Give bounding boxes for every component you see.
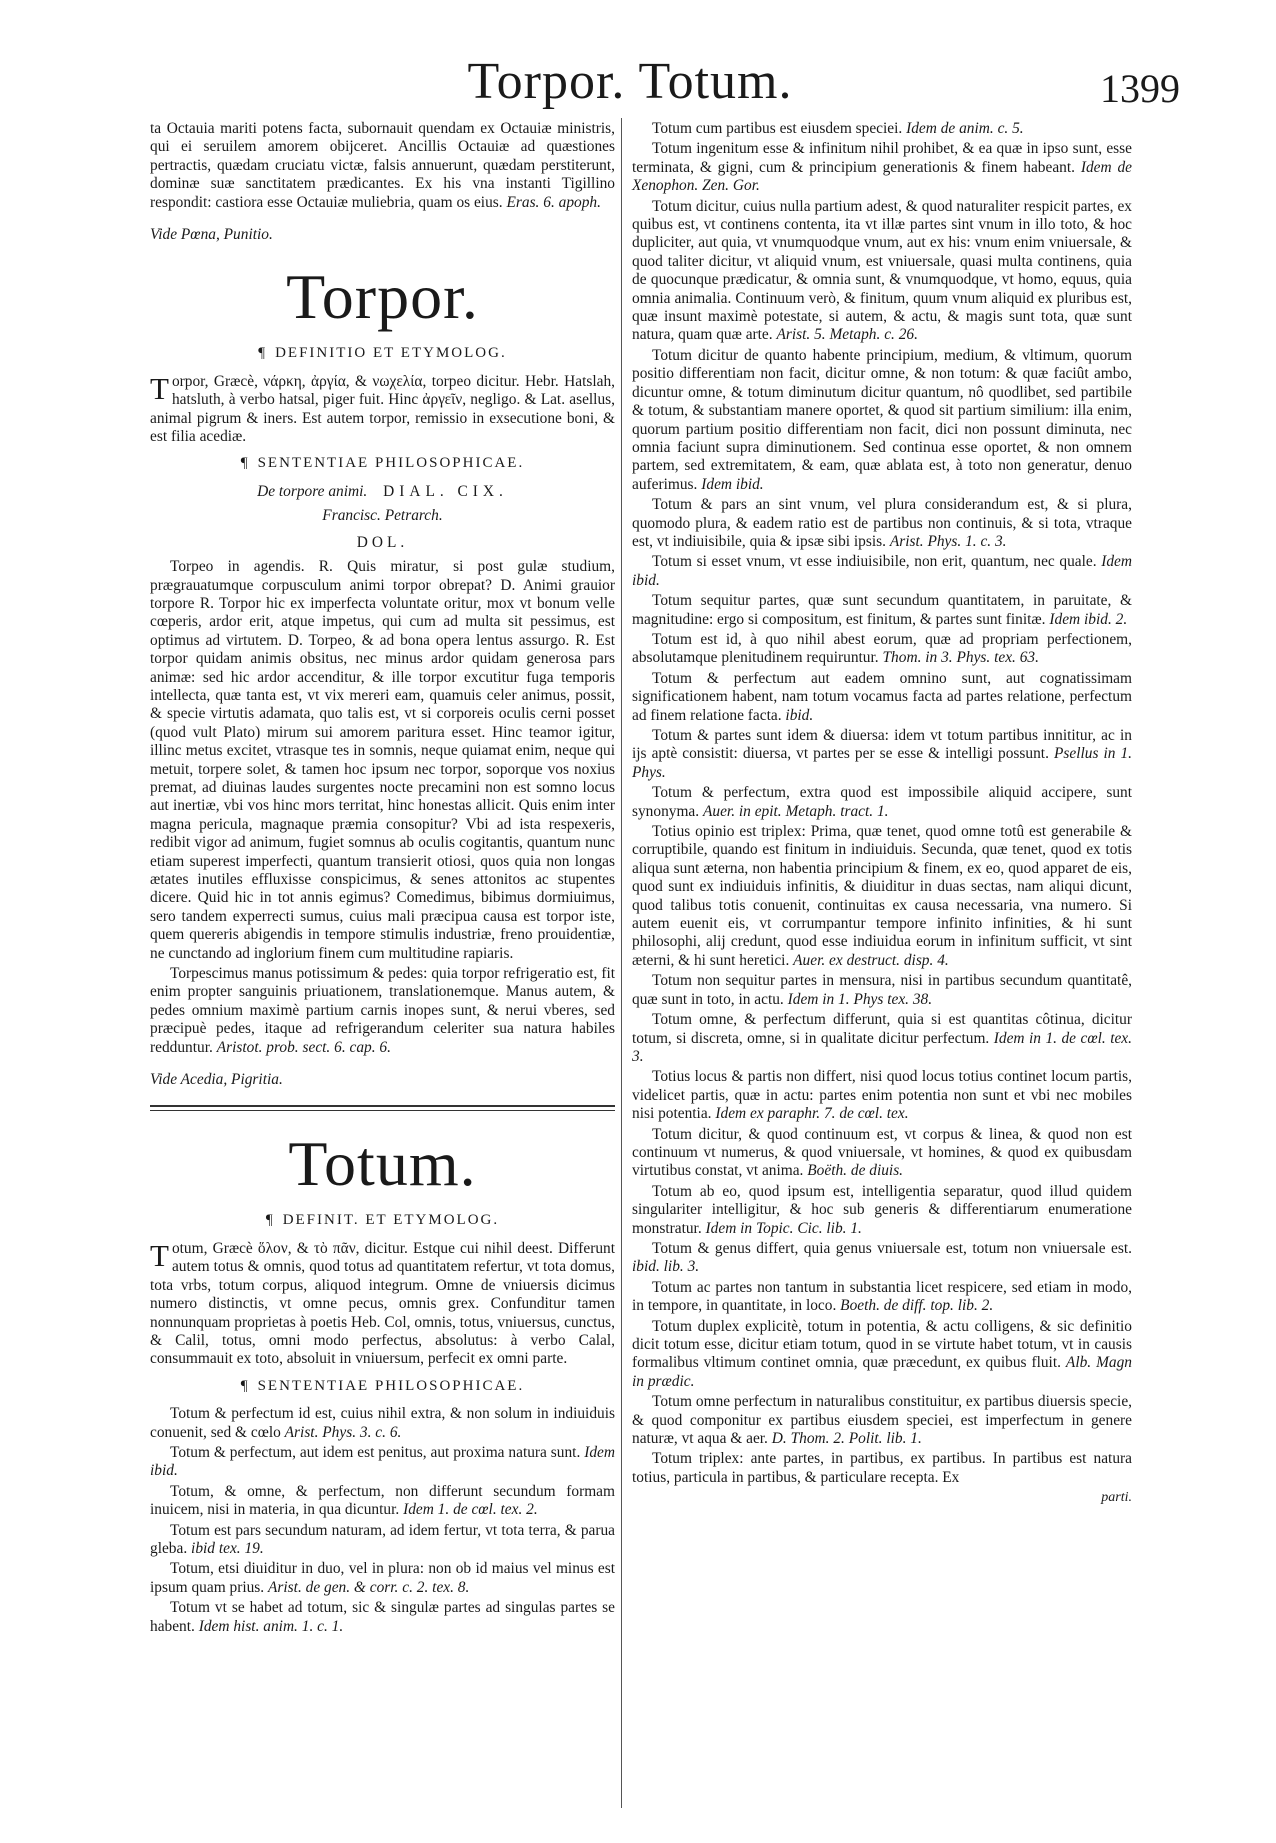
sententia-citation: Idem ibid. [701,475,764,493]
dialogue-heading [150,483,615,501]
sententia-citation: Auer. in epit. Metaph. tract. 1. [702,802,889,820]
sententia-citation: Arist. 5. Metaph. c. 26. [776,326,918,344]
running-head: Torpor. Totum. [467,53,793,110]
sententia-paragraph [632,1068,1132,1123]
pilcrow-icon: ¶ [258,345,268,362]
sententia-text: Totum dicitur, & quod continuum est, vt corpus & linea, & quod non est continuum vt numerus, & quod vniuersale, vt homines, & quod ex quibusdam virtutibus constat, vt anima. [632,1125,1132,1180]
sententia-paragraph [632,670,1132,725]
sententia-text: Totum, etsi diuiditur in duo, vel in plura: non ob id maius vel minus est ipsum quam prius. [150,1560,615,1596]
definition-heading-text: DEFINIT. ET ETYMOLOG. [282,1212,500,1229]
pilcrow-icon: ¶ [265,1212,275,1229]
sententia-text: Totum omne perfectum in naturalibus constituitur, ex partibus diuersis specie, & quod componitur ex partibus eiusdem speciei, est imperfectum in genere naturæ, vt aqua & aer. [632,1393,1132,1448]
torpor-citation: Aristot. prob. sect. 6. cap. 6. [216,1038,391,1056]
sententia-citation: Idem ibid. [150,1443,615,1480]
sententia-text: Totum ingenitum esse & infinitum nihil prohibet, & ea quæ in ipso sunt, esse terminata, & gigni, cum & principium generationis & finem habeant. [632,140,1132,176]
sententia-paragraph [632,120,1132,138]
sententia-paragraph [632,823,1132,970]
pilcrow-icon: ¶ [240,1377,250,1394]
sententia-paragraph [150,1405,615,1442]
sententia-text: Totum sequitur partes, quæ sunt secundum quantitatem, in paruitate, & magnitudine: ergo si compositum, est finitum, & partes sunt finitæ. [632,592,1132,628]
sententia-citation: Auer. ex destruct. disp. 4. [793,951,949,969]
sententia-citation: Idem ex paraphr. 7. de cœl. tex. [715,1105,909,1123]
sententia-text: Totum si esset vnum, vt esse indiuisibile, non erit, quantum, nec quale. [652,553,1097,571]
intro-citation: Eras. 6. apoph. [506,193,601,211]
dialogue-paragraph: Torpeo in agendis. R. Quis miratur, si post gulæ studium, prægrauatumque corpusculum animi torpor obrepat? D. Animi grauior torpore R. Torpor hic ex imperfecta voluntate oritur, mox vt bonum velle cœperis, ardor erit, atque impetus, qui cum ad multa sit pessimus, est optimus ad virtutem. D. Torpeo, & ad bona opera lentus assurgo. R. Est torpor quidam animis obsitus, nec minus ardor quidam generosa pars animæ: sed hic ardor accenditur, & ille torpor excutitur fuga temporis intellecta, quæ tanta est, vt vix mereri eam, quamuis celer animus, possit, & specie virtutis adamata, quo talis est, vt si corporeis oculis cerni posset (quod vult Plato) mirum sui amorem paritura esset. Hinc teamor igitur, illinc metus excitet, vtrasque tes in somnis, neque quiamat enim, neque qui metuit, torpere solet, & tamen hoc ipsum nec torpor, soporque vos noxius premat, ad diuinas laudes surgentes nocte precamini non est somno locus aut inertiæ, vbi vos hinc mors territat, hinc honestas allicit. Quis enim inter magna pericula, magnaque præmia consopitur? Vbi ad ista respexeris, redibit vigor ad animum, fugiet somnus ab oculis cogitantis, quantum nunc etiam superest imperfecti, quantum transierit otiosi, quos quia non longas ætates inutiles effluxisse conspicimus, & senes attonitos ac stupentes dicere. Quid hic in tot annis egimus? Comedimus, bibimus dormiuimus, sero tandem experrecti sumus, cuius mali præcipua causa est torpor iste, quem quereris abigendis in tempore stimulis industriæ, freno prouidentiæ, ne cunctando ad inglorium finem cum multitudine rapiaris. [150,558,615,962]
sententia-paragraph [632,140,1132,195]
sententia-text: Totum est id, à quo nihil abest eorum, quæ ad propriam perfectionem, absolutamque plenitudinem requiruntur. [632,630,1132,667]
sententiae-heading [150,454,615,472]
dialogue-speaker: DOL. [356,533,409,551]
sententia-paragraph [632,1318,1132,1392]
sententia-citation: Arist. de gen. & corr. c. 2. tex. 8. [268,1578,470,1596]
sententia-text: Totum cum partibus est eiusdem speciei. [652,120,903,137]
sententia-citation: Boëth. de diuis. [807,1162,904,1180]
sententia-citation: Idem in 1. de cœl. tex. 3. [632,1029,1132,1065]
dialogue-number: DIAL. CIX. [383,482,508,500]
sententia-text: Totum, & omne, & perfectum, non differunt secundum formam inuicem, nisi in materia, in qua dicuntur. [150,1482,615,1519]
sententia-paragraph [632,1240,1132,1277]
torpor-paragraph-text: Torpescimus manus potissimum & pedes: quia torpor refrigeratio est, fit enim propter sanguinis priuationem, translationemque. Manus autem, & pedes omnium maximè partium carnis inopes sunt, & nerui vberes, sed præcipuè pedes, itaque ad refrigerandum celeriter sua natura habiles redduntur. [150,965,615,1056]
sententia-paragraph [632,1011,1132,1066]
sententia-citation: Boeth. de diff. top. lib. 2. [840,1297,994,1315]
sententia-text: Totius opinio est triplex: Prima, quæ tenet, quod omne totû est generabile & corruptibile, quando est finitum in indiuiduis. Secunda, quæ tenet, quod ex totis aliqua sunt æterna, non habentia principium & finem, ex eo, quod apparet de eis, quod sunt ex indiuiduis infinitis, & diuiditur in duas sectas, nam aliqui dicunt, quod talibus totis conuenit, continuitas ex causa necessaria, vna numero. Si autem euenit eis, vt corrumpantur tempore infinito infinities, & hi sunt philosophi, alij credunt, quod esse indiuidua eorum in infinitum sufficit, vt sint æterni, & hi sunt heretici. [632,823,1132,969]
sententia-citation: Idem in 1. Phys tex. 38. [787,990,933,1008]
intro-paragraph [150,120,615,212]
sententia-text: Totum ac partes non tantum in substantia licet respicere, sed etiam in modo, in tempore, in quantitate, in loco. [632,1278,1132,1315]
dialogue-author: Francisc. Petrarch. [322,507,443,525]
sententia-citation: ibid. lib. 3. [632,1258,700,1276]
sententia-citation: ibid. [785,706,814,724]
sententia-paragraph [150,1599,615,1636]
dialogue-title: De torpore animi. [257,482,368,500]
sententia-citation: Alb. Magn in prædic. [632,1354,1132,1390]
sententia-text: Totum non sequitur partes in mensura, nisi in partibus secundum quantitatê, quæ sunt in toto, in actu. [632,972,1132,1008]
definition-paragraph: Totum, Græcè ὅλον, & τὸ πᾶν, dicitur. Estque cui nihil deest. Differunt autem totus & omnis, quod totus ad quantitatem refertur, vt tota domus, tota vrbs, totum corpus, aliquod integrum. Omne de vniuersis dicimus numero distinctis, vt omne pecus, omnis grex. Confunditur tamen nonnunquam proprietas à poetis Heb. Col, omnis, totus, vniuersus, cunctus, & Calil, totus, omni modo perfectus, absolutus: à verbo Calal, consummauit ex toto, absoluit in vniuersum, perfecit ex omni parte. [150,1237,615,1368]
sententia-paragraph [632,1393,1132,1448]
sententia-paragraph [632,592,1132,629]
cross-reference: Vide Pœna, Punitio. [150,226,273,244]
sententia-paragraph [150,1483,615,1520]
sententia-citation: Idem 1. de cœl. tex. 2. [403,1501,538,1519]
sententia-citation: Thom. in 3. Phys. tex. 63. [882,649,1039,667]
sententia-citation: Idem ibid. 2. [1049,610,1128,628]
sententia-paragraph [632,727,1132,782]
sententia-paragraph [632,347,1132,494]
sententia-paragraph [150,1444,615,1481]
sententia-text: Totum dicitur de quanto habente principium, medium, & vltimum, quorum positio differentiam non facit, dicitur omne, & non totum: & quæ faciût ambo, dicuntur omne, & totum diminutum dicitur quantum, nô quodlibet, sed partibile & totum, & substantiam manere oportet, & quod sit partium similium: illa enim, quorum partium positio differentiam non facit, dici non possunt diminuta, nec omnia faciunt supra diminutionem. Sed continua esse oportet, & non omnem partem, sed extremitatem, & eam, quæ ablata est, à toto non generatur, denuo auferimus. [632,346,1132,493]
sententia-paragraph [632,1450,1132,1487]
sententia-text: Totum & perfectum id est, cuius nihil extra, & non solum in indiuiduis conuenit, sed & cœlo [150,1405,615,1441]
sententia-citation: Idem in Topic. Cic. lib. 1. [705,1219,862,1237]
section-rule [150,1105,615,1107]
sententia-paragraph [632,198,1132,345]
definition-heading [150,344,615,362]
sententia-paragraph [150,1522,615,1559]
definition-heading-text: DEFINITIO ET ETYMOLOG. [275,345,507,362]
sententia-text: Totum & perfectum aut eadem omnino sunt, aut cognatissimam significationem habent, nam totum vocamus facta ad partes relatione, perfectum ad finem relatione facta. [632,669,1132,724]
sententia-citation: Idem hist. anim. 1. c. 1. [198,1617,344,1635]
sententia-text: Totum vt se habet ad totum, sic & singulæ partes ad singulas partes se habent. [150,1599,615,1635]
sententia-citation: Idem de Xenophon. Zen. Gor. [632,158,1133,195]
definition-heading [150,1211,615,1229]
sententia-text: Totum & genus differt, quia genus vniuersale est, totum non vniuersale est. [652,1239,1132,1257]
sententia-paragraph [632,1183,1132,1238]
sententia-paragraph [632,972,1132,1009]
catchword: parti. [1101,1490,1132,1506]
intro-text: ta Octauia mariti potens facta, subornauit quendam ex Octauiæ ministris, qui ei seruilem amorem obijceret. Ancillis Octauiæ ad quæstiones pertractis, quædam cruciatu victæ, falsis annuerunt, quædam perstiterunt, dominæ suæ sanctitatem prædicantes. Ex his vna instanti Tigillino respondit: castiora esse Octauiæ muliebria, quam os eius. [150,120,615,211]
entry-title-torpor: Torpor. [286,261,479,333]
sententia-text: Totum dicitur, cuius nulla partium adest, & quod naturaliter respicit partes, ex quibus est, vt continens contenta, ita vt illæ partes sint vnum in illo toto, & hoc dupliciter, aut quia, vt vnumquodque vnum, aut ex his: vnum enim vniuersale, & quod taliter dicitur, vt aliquid vnum, est vniuersale, quasi multa continens, quia de quocunque prædicatur, & omnia sunt, & vnumquodque, vt homo, equus, quia omnia animalia. Continuum verò, & finitum, quum vnum aliquid ex pluribus est, quæ insunt maximè potestate, si autem, & actu, & magis sunt tota, quæ sunt natura, quam quæ arte. [632,197,1132,344]
sententia-text: Totum & partes sunt idem & diuersa: idem vt totum partibus innititur, ac in ijs aptè consistit: diuersa, vt partes per se esse & intelligi possunt. [632,727,1132,763]
sententia-text: Totum est pars secundum naturam, ad idem fertur, vt tota terra, & parua gleba. [150,1521,615,1557]
definition-paragraph: Torpor, Græcè, νάρκη, ἀργία, & νωχελία, torpeo dicitur. Hebr. Hatslah, hatsluth, à verbo hatsal, piger fuit. Hinc ἀργεῖν, negligo. & Lat. asellus, animal pigrum & iners. Est autem torpor, remissio in exsecutione boni, & est filia acediæ. [150,370,615,446]
section-rule [150,1110,615,1111]
sententia-citation: Arist. Phys. 1. c. 3. [889,532,1007,550]
sententia-text: Totum ab eo, quod ipsum est, intelligentia separatur, quod illud quidem singulariter intelligitur, & hoc sub generis & differentiarum enumeratione monstratur. [632,1182,1132,1237]
cross-reference: Vide Acedia, Pigritia. [150,1071,283,1089]
sententia-text: Totum & pars an sint vnum, vel plura considerandum est, & si plura, quomodo plura, & eadem ratio est de partibus non continuis, & si tota, vtraque est, vt indiuisibile, quia & ipsæ sibi ipsis. [632,496,1132,550]
sententia-paragraph [632,496,1132,551]
sententia-paragraph [632,1279,1132,1316]
sententia-paragraph [632,784,1132,821]
sententia-text: Totum & perfectum, aut idem est penitus, aut proxima natura sunt. [170,1443,581,1461]
sententiae-heading-text: SENTENTIAE PHILOSOPHICAE. [257,455,525,472]
sententia-text: Totum omne, & perfectum differunt, quia si est quantitas côtinua, dicitur totum, si discreta, omne, si in qualitate dicitur perfectum. [632,1011,1132,1047]
sententiae-heading-text: SENTENTIAE PHILOSOPHICAE. [257,1377,525,1394]
sententia-citation: ibid tex. 19. [191,1539,264,1557]
sententia-paragraph [632,1126,1132,1181]
pilcrow-icon: ¶ [240,455,250,472]
sententia-text: Totum & perfectum, extra quod est impossibile aliquid accipere, sunt synonyma. [632,784,1132,820]
sententia-citation: Idem de anim. c. 5. [906,120,1024,137]
column-divider [621,118,622,1808]
sententia-citation: D. Thom. 2. Polit. lib. 1. [771,1430,922,1448]
right-column [632,120,1132,1508]
sententia-text: Totum triplex: ante partes, in partibus, ex partibus. In partibus est natura totius, particula in partibus, & particulare recepta. Ex [632,1450,1132,1486]
sententia-paragraph [632,553,1132,590]
sententiae-heading [150,1377,615,1395]
sententia-citation: Idem ibid. [632,553,1132,589]
entry-title-totum: Totum. [288,1128,477,1200]
sententia-paragraph [632,631,1132,668]
sententia-text: Totum duplex explicitè, totum in potentia, & actu colligens, & sic definitio dicit totum esse, dicitur etiam totum, quod in se virtute habet totum, vt in causis formalibus vltimum continet omnia, quæ præcedunt, ex quibus fluit. [632,1317,1132,1372]
sententia-citation: Arist. Phys. 3. c. 6. [284,1423,402,1441]
sententia-citation: Psellus in 1. Phys. [632,745,1132,781]
sententia-text: Totius locus & partis non differt, nisi quod locus totius continet locum partis, videlicet partis, quæ in actu: partes enim potentia non sunt et vbi nec mobiles nisi potentia. [632,1068,1132,1123]
left-column [150,120,615,1638]
torpor-paragraph [150,965,615,1057]
page-number: 1399 [1100,66,1180,111]
sententia-paragraph [150,1560,615,1597]
